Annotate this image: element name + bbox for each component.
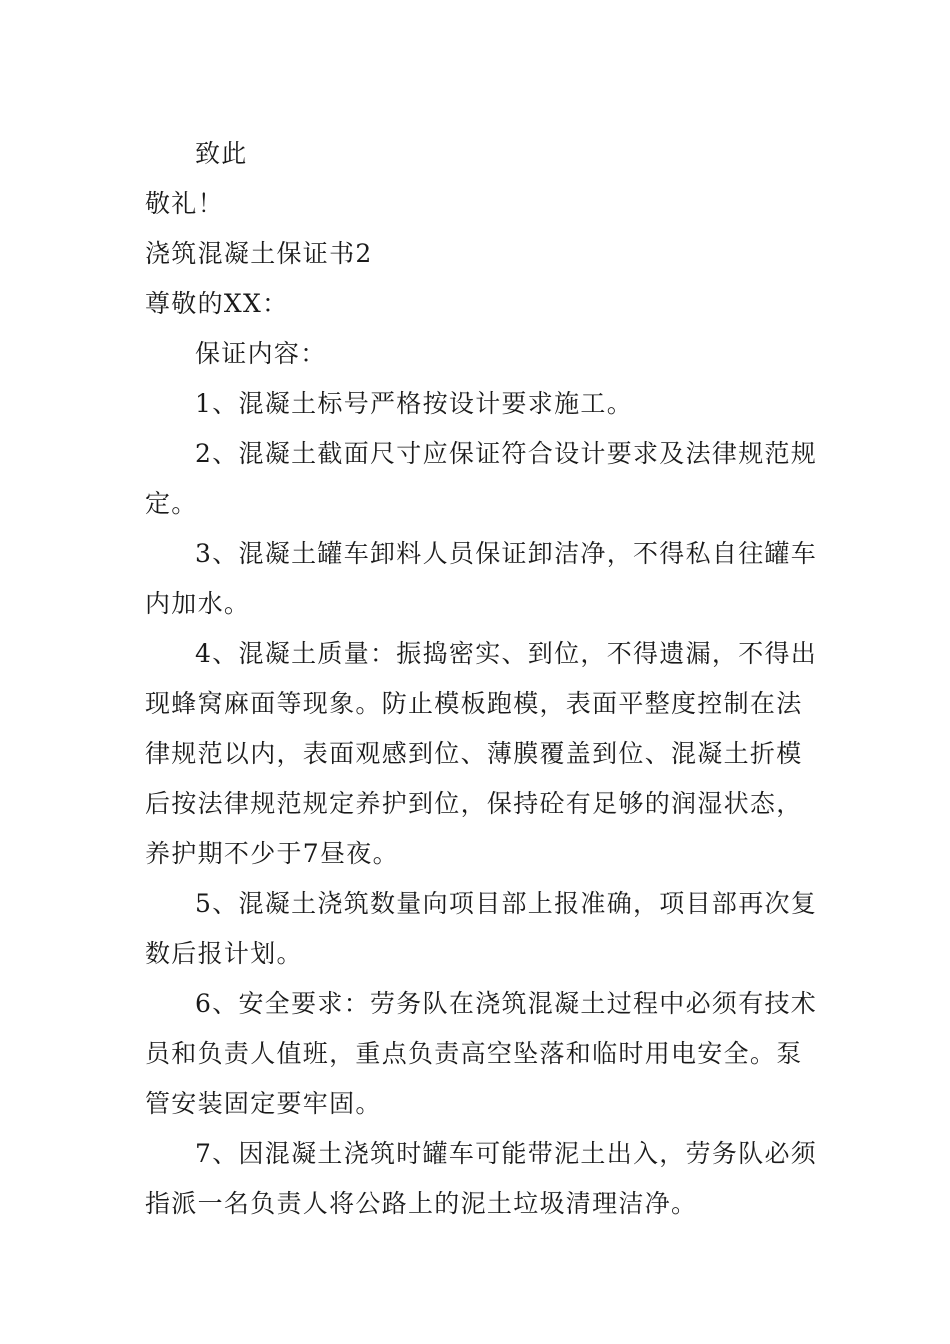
addressee-line: 尊敬的XX： <box>145 289 289 318</box>
clause-4: 4、混凝土质量：振捣密实、到位，不得遗漏，不得出 <box>195 639 818 668</box>
clause-6-cont: 管安装固定要牢固。 <box>145 1089 382 1118</box>
clause-3-cont: 内加水。 <box>145 589 251 618</box>
clause-5: 5、混凝土浇筑数量向项目部上报准确，项目部再次复 <box>195 889 818 918</box>
clause-6: 6、安全要求：劳务队在浇筑混凝土过程中必须有技术 <box>195 989 818 1018</box>
clause-4-cont: 养护期不少于7昼夜。 <box>145 839 399 868</box>
clause-4-cont: 律规范以内，表面观感到位、薄膜覆盖到位、混凝土折模 <box>145 739 803 768</box>
clause-4-cont: 后按法律规范规定养护到位，保持砼有足够的润湿状态， <box>145 789 803 818</box>
clause-6-cont: 员和负责人值班，重点负责高空坠落和临时用电安全。泵 <box>145 1039 803 1068</box>
clause-4-cont: 现蜂窝麻面等现象。防止模板跑模，表面平整度控制在法 <box>145 689 803 718</box>
clause-2: 2、混凝土截面尺寸应保证符合设计要求及法律规范规 <box>195 439 818 468</box>
salutation-line: 敬礼！ <box>145 189 224 218</box>
clause-1: 1、混凝土标号严格按设计要求施工。 <box>195 389 634 418</box>
clause-5-cont: 数后报计划。 <box>145 939 303 968</box>
closing-line: 致此 <box>195 139 248 168</box>
document-title: 浇筑混凝土保证书2 <box>145 239 373 268</box>
section-heading: 保证内容： <box>195 339 327 368</box>
clause-3: 3、混凝土罐车卸料人员保证卸洁净，不得私自往罐车 <box>195 539 818 568</box>
clause-2-cont: 定。 <box>145 489 198 518</box>
clause-7-cont: 指派一名负责人将公路上的泥土垃圾清理洁净。 <box>145 1189 698 1218</box>
clause-7: 7、因混凝土浇筑时罐车可能带泥土出入，劳务队必须 <box>195 1139 818 1168</box>
